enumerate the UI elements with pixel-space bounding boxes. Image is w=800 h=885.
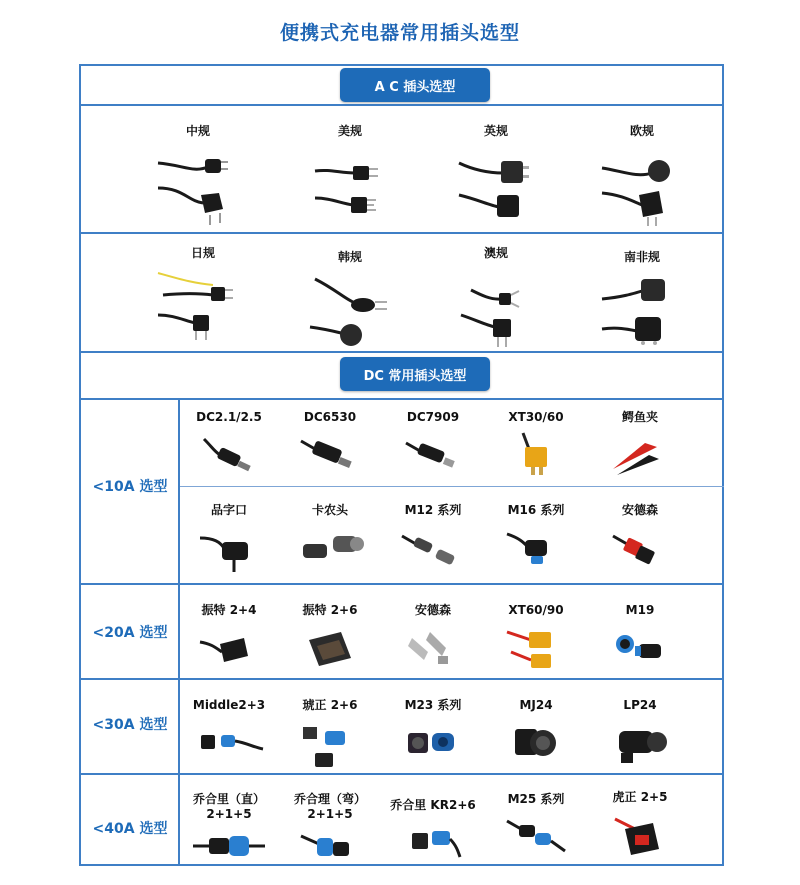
dc-connector [476,603,596,677]
connector-label: 振特 2+4 [201,603,257,617]
connector-label: DC6530 [303,410,357,424]
m23-connector-icon [398,717,468,772]
plug-au [436,246,556,350]
ac-section-header: A C 插头选型 [340,68,490,102]
connector-label: 乔合里（直） 2+1+5 [192,792,265,821]
power-connector-icon [194,622,264,677]
row-label-30a: <30A 选型 [92,717,168,733]
power-connector-icon [295,622,365,677]
eu-plug-icon [597,143,687,228]
dc-connector [580,790,700,869]
xt-connector-icon [501,622,571,677]
connector-label: M16 系列 [507,503,565,517]
cn-plug-icon [153,143,243,228]
xlr-connector-icon [295,522,365,577]
connector-label: XT30/60 [508,410,564,424]
connector-label: M19 [625,603,655,617]
qhl-angled-connector-icon [295,826,365,868]
qhl-straight-connector-icon [189,826,269,868]
divider [79,583,724,585]
dc-connector [373,698,493,772]
xt-connector-icon [501,429,571,484]
connector-label: MJ24 [519,698,553,712]
dc-connector [270,603,390,677]
dc-connector [373,603,493,677]
row-label-20a: <20A 选型 [92,625,168,641]
dc-connector [373,410,493,484]
connector-label: 乔合里 KR2+6 [390,798,476,812]
divider [180,486,724,487]
plug-label: 美规 [337,124,362,138]
divider [79,104,724,106]
divider [79,398,724,400]
za-plug-icon [597,269,687,354]
dc-connector [580,698,700,772]
plug-label: 英规 [483,124,508,138]
plug-za [582,250,702,354]
connector-label: 安德森 [414,603,451,617]
connector-label: M12 系列 [404,503,462,517]
plug-label: 南非规 [623,250,660,264]
uk-plug-icon [451,143,541,228]
plug-label: 日规 [190,246,215,260]
dc-connector [476,698,596,772]
connector-label: 琥正 2+6 [302,698,358,712]
connector-label: 乔合理（弯） 2+1+5 [293,792,366,821]
connector-label: LP24 [623,698,657,712]
plug-kr [290,250,410,354]
connector-label: 振特 2+6 [302,603,358,617]
hz-connector-icon [295,717,365,777]
connector-label: 鳄鱼夹 [621,410,658,424]
hz-connector-icon [605,809,675,869]
barrel-plug-icon [295,429,365,484]
plug-us [290,124,410,228]
dc-connector [476,503,596,577]
plug-label: 韩规 [337,250,362,264]
page-title: 便携式充电器常用插头选型 [279,22,520,44]
connector-label: DC2.1/2.5 [196,410,262,424]
anderson-connector-icon [398,622,468,677]
connector-label: M23 系列 [404,698,462,712]
dc-connector [580,503,700,577]
divider [79,678,724,680]
row-label-10a: <10A 选型 [92,479,168,495]
kr-plug-icon [305,269,395,354]
dc-connector [580,603,700,677]
plug-uk [436,124,556,228]
dc-connector [270,410,390,484]
us-plug-icon [305,143,395,228]
m25-connector-icon [501,811,571,866]
lp24-connector-icon [605,717,675,772]
m16-connector-icon [501,522,571,577]
dc-connector [476,410,596,484]
m19-connector-icon [605,622,675,677]
barrel-plug-icon [194,429,264,484]
dc-section-header: DC 常用插头选型 [340,357,490,391]
connector-label: 品字口 [210,503,247,517]
kr-connector-icon [398,817,468,867]
plug-cn [138,124,258,228]
divider [79,773,724,775]
dc-connector [373,503,493,577]
connector-label: 虎正 2+5 [612,790,668,804]
dc-connector [270,792,390,868]
connector-label: M25 系列 [507,792,565,806]
dc-connector [270,698,390,777]
plug-label: 中规 [185,124,210,138]
plug-jp [143,246,263,350]
anderson-connector-icon [605,522,675,577]
alligator-clip-icon [605,429,675,484]
connector-label: DC7909 [406,410,460,424]
middle-connector-icon [189,717,269,772]
plug-label: 欧规 [629,124,654,138]
dc-connector [580,410,700,484]
connector-label: XT60/90 [508,603,564,617]
iec-connector-icon [194,522,264,577]
plug-label: 澳规 [483,246,508,260]
dc-connector [270,503,390,577]
connector-label: 安德森 [621,503,658,517]
m12-connector-icon [398,522,468,577]
au-plug-icon [451,265,541,350]
divider [79,232,724,234]
jp-plug-icon [153,265,253,350]
row-label-40a: <40A 选型 [92,821,168,837]
mj24-connector-icon [501,717,571,772]
dc-connector [476,792,596,866]
plug-eu [582,124,702,228]
connector-label: Middle2+3 [192,698,266,712]
dc-connector [373,798,493,867]
barrel-plug-icon [398,429,468,484]
connector-label: 卡农头 [311,503,348,517]
